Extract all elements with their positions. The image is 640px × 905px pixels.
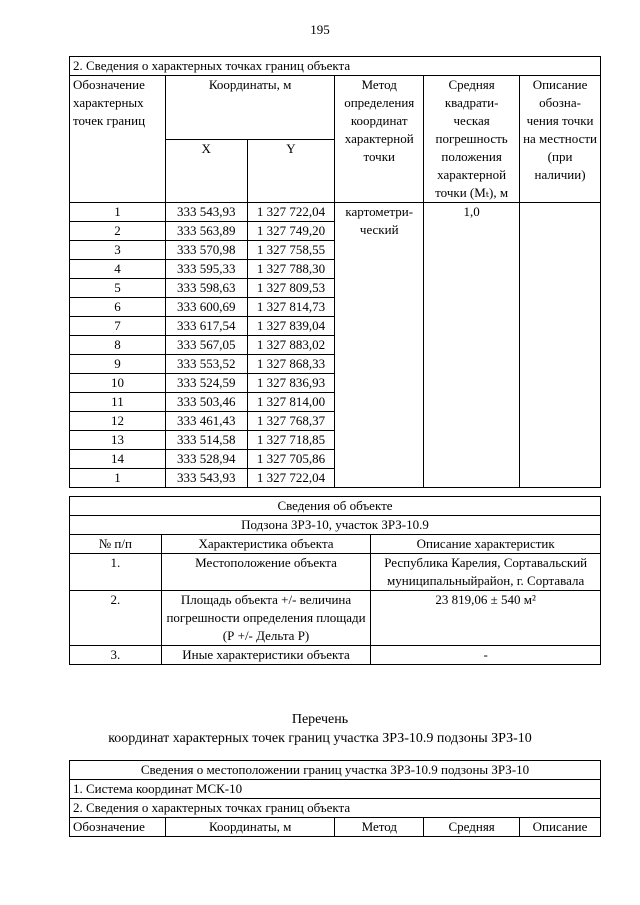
table-row-num: 3. [70, 646, 162, 665]
coordinate-y: 1 327 814,00 [247, 393, 335, 412]
point-number: 3 [70, 241, 166, 260]
section-title-2: 2. Сведения о характерных точках границ объекта [70, 799, 601, 818]
table-row-characteristic: Местоположение объекта [161, 554, 371, 591]
coordinate-y: 1 327 788,30 [247, 260, 335, 279]
header-method: Метод [335, 818, 424, 837]
point-number: 4 [70, 260, 166, 279]
header-error: Средняя квадрати-ческая погрешность положения характерной точки (Mₜ), м [424, 76, 520, 203]
method-value: картометри-ческий [335, 203, 424, 488]
object-info-subtitle: Подзона ЗРЗ-10, участок ЗРЗ-10.9 [70, 516, 601, 535]
table-row-description: Республика Карелия, Сортавальский муниципальныйрайон, г. Сортавала [371, 554, 601, 591]
coordinate-x: 333 543,93 [165, 203, 247, 222]
header-y: Y [247, 139, 335, 203]
header-x: X [165, 139, 247, 203]
point-number: 1 [70, 203, 166, 222]
header-coordinates: Координаты, м [165, 76, 334, 140]
coordinate-y: 1 327 868,33 [247, 355, 335, 374]
coordinate-y: 1 327 768,37 [247, 412, 335, 431]
header-error: Средняя [424, 818, 520, 837]
coordinate-y: 1 327 749,20 [247, 222, 335, 241]
coordinate-y: 1 327 814,73 [247, 298, 335, 317]
object-info-title: Сведения об объекте [70, 497, 601, 516]
error-value: 1,0 [424, 203, 520, 488]
list-subheading: координат характерных точек границ участка ЗРЗ-10.9 подзоны ЗРЗ-10 [108, 731, 532, 746]
coordinate-y: 1 327 809,53 [247, 279, 335, 298]
coordinate-x: 333 461,43 [165, 412, 247, 431]
coordinate-y: 1 327 722,04 [247, 203, 335, 222]
coordinate-x: 333 600,69 [165, 298, 247, 317]
header-coordinates: Координаты, м [165, 818, 335, 837]
coordinate-x: 333 528,94 [165, 450, 247, 469]
coordinate-x: 333 503,46 [165, 393, 247, 412]
coordinate-x: 333 553,52 [165, 355, 247, 374]
coordinate-x: 333 514,58 [165, 431, 247, 450]
description-value [520, 203, 601, 488]
coordinate-y: 1 327 705,86 [247, 450, 335, 469]
coordinate-y: 1 327 883,02 [247, 336, 335, 355]
table-row-characteristic: Иные характеристики объекта [161, 646, 371, 665]
coordinate-y: 1 327 836,93 [247, 374, 335, 393]
coordinate-x: 333 598,63 [165, 279, 247, 298]
point-number: 2 [70, 222, 166, 241]
point-number: 7 [70, 317, 166, 336]
header-designation: Обозначение характерных точек границ [70, 76, 166, 203]
coordinate-x: 333 595,33 [165, 260, 247, 279]
object-info-table [69, 496, 601, 665]
table-row [70, 203, 601, 222]
coordinate-x: 333 617,54 [165, 317, 247, 336]
section-title: 2. Сведения о характерных точках границ объекта [70, 57, 601, 76]
point-number: 6 [70, 298, 166, 317]
point-number: 13 [70, 431, 166, 450]
header-num: № п/п [70, 535, 162, 554]
point-number: 1 [70, 469, 166, 488]
coordinate-y: 1 327 758,55 [247, 241, 335, 260]
coordinate-x: 333 570,98 [165, 241, 247, 260]
boundary-points-table [69, 56, 601, 488]
point-number: 12 [70, 412, 166, 431]
coordinate-y: 1 327 722,04 [247, 469, 335, 488]
page-number: 195 [310, 22, 330, 37]
boundary-location-table [69, 760, 601, 837]
header-char-description: Описание характеристик [371, 535, 601, 554]
table-row-num: 2. [70, 591, 162, 646]
coordinate-y: 1 327 839,04 [247, 317, 335, 336]
table-row-num: 1. [70, 554, 162, 591]
table-row-description: - [371, 646, 601, 665]
point-number: 14 [70, 450, 166, 469]
coordinate-x: 333 567,05 [165, 336, 247, 355]
point-number: 11 [70, 393, 166, 412]
header-description: Описание обозна-чения точки на местности (при наличии) [520, 76, 601, 203]
table-row-description: 23 819,06 ± 540 м² [371, 591, 601, 646]
location-title: Сведения о местоположении границ участка ЗРЗ-10.9 подзоны ЗРЗ-10 [70, 761, 601, 780]
coordinate-x: 333 543,93 [165, 469, 247, 488]
header-designation: Обозначение [70, 818, 166, 837]
point-number: 8 [70, 336, 166, 355]
header-method: Метод определения координат характерной точки [335, 76, 424, 203]
point-number: 9 [70, 355, 166, 374]
coordinate-y: 1 327 718,85 [247, 431, 335, 450]
coordinate-system: 1. Система координат МСК-10 [70, 780, 601, 799]
header-characteristic: Характеристика объекта [161, 535, 371, 554]
coordinate-x: 333 524,59 [165, 374, 247, 393]
point-number: 10 [70, 374, 166, 393]
coordinate-x: 333 563,89 [165, 222, 247, 241]
point-number: 5 [70, 279, 166, 298]
header-description: Описание [520, 818, 601, 837]
list-heading: Перечень [291, 712, 349, 727]
table-row-characteristic: Площадь объекта +/- величина погрешности определения площади (Р +/- Дельта Р) [161, 591, 371, 646]
